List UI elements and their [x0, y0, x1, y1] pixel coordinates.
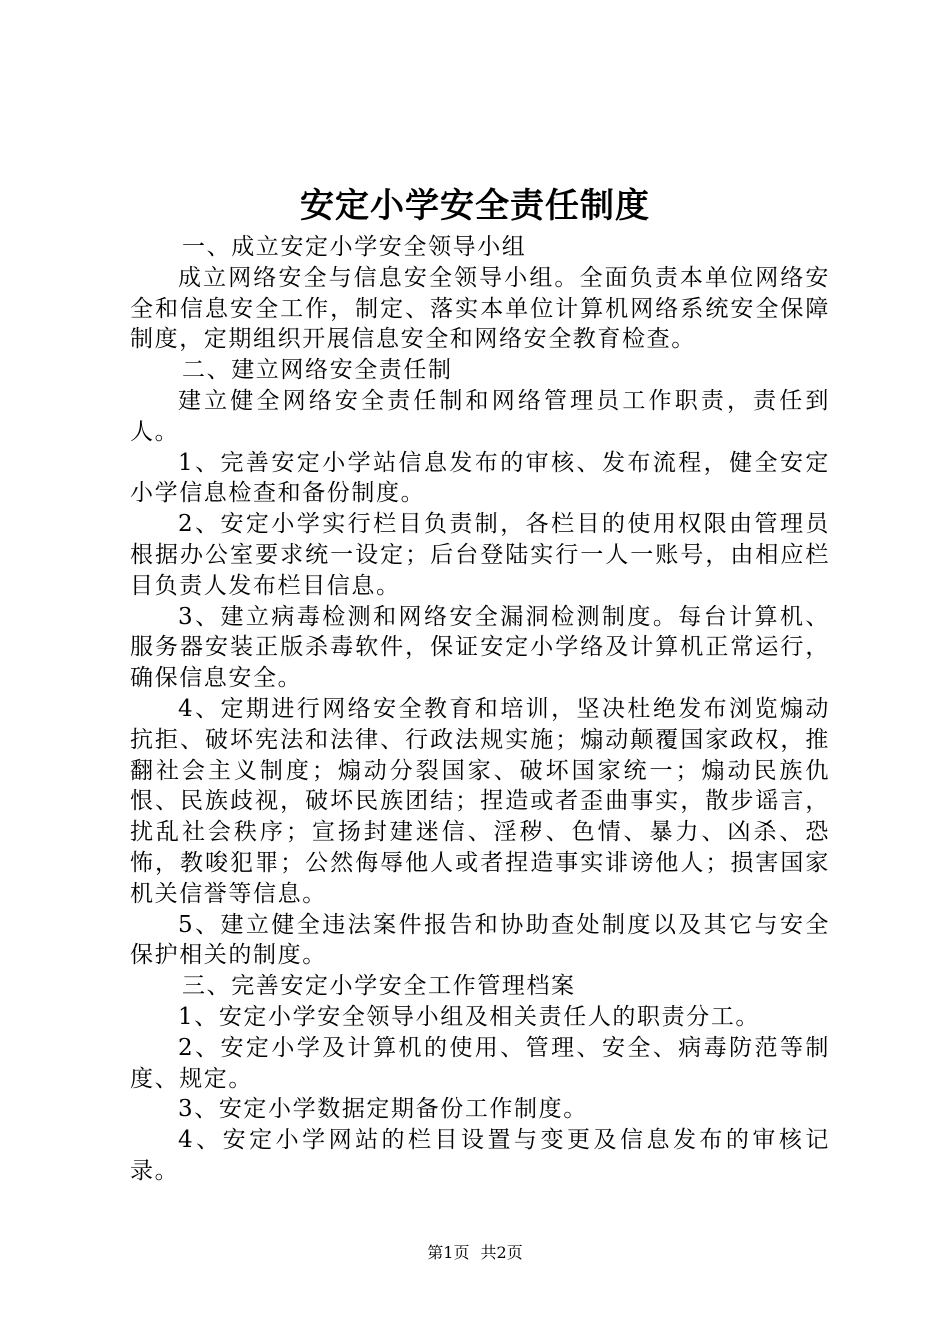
page-number-total: 共2页: [480, 1243, 523, 1262]
section-heading-2: 二、建立网络安全责任制: [182, 357, 453, 384]
page-number-current: 第1页: [427, 1243, 470, 1262]
list-item: 3、安定小学数据定期备份工作制度。: [178, 1096, 588, 1123]
list-item: 2、安定小学及计算机的使用、管理、安全、病毒防范等制度、规定。: [130, 1034, 830, 1092]
list-item: 1、完善安定小学站信息发布的审核、发布流程，健全安定小学信息检查和备份制度。: [130, 449, 830, 507]
list-item: 1、安定小学安全领导小组及相关责任人的职责分工。: [178, 1003, 761, 1030]
paragraph: 成立网络安全与信息安全领导小组。全面负责本单位网络安全和信息安全工作，制定、落实本单位计算机网络系统安全保障制度，定期组织开展信息安全和网络安全教育检查。: [130, 264, 830, 353]
paragraph: 建立健全网络安全责任制和网络管理员工作职责，责任到人。: [130, 387, 830, 445]
document-body: [130, 232, 830, 1187]
section-heading-3: 三、完善安定小学安全工作管理档案: [182, 973, 576, 1000]
list-item: 5、建立健全违法案件报告和协助查处制度以及其它与安全保护相关的制度。: [130, 911, 830, 969]
list-item: 3、建立病毒检测和网络安全漏洞检测制度。每台计算机、服务器安装正版杀毒软件，保证安定小学络及计算机正常运行，确保信息安全。: [130, 603, 830, 692]
section-heading-1: 一、成立安定小学安全领导小组: [182, 234, 527, 260]
list-item: 2、安定小学实行栏目负责制，各栏目的使用权限由管理员根据办公室要求统一设定；后台登陆实行一人一账号，由相应栏目负责人发布栏目信息。: [130, 511, 830, 599]
document-title: 安定小学安全责任制度: [300, 186, 650, 226]
list-item: 4、安定小学网站的栏目设置与变更及信息发布的审核记录。: [130, 1127, 830, 1184]
page-footer: [0, 1242, 950, 1264]
list-item: 4、定期进行网络安全教育和培训，坚决杜绝发布浏览煽动抗拒、破坏宪法和法律、行政法规实施；煽动颠覆国家政权，推翻社会主义制度；煽动分裂国家、破坏国家统一；煽动民族仇恨、民族歧视，破坏民族团结；捏造或者歪曲事实，散步谣言，扰乱社会秩序；宣扬封建迷信、淫秽、色情、暴力、凶杀、恐怖，教唆犯罪；公然侮辱他人或者捏造事实诽谤他人；损害国家机关信誉等信息。: [130, 695, 830, 907]
